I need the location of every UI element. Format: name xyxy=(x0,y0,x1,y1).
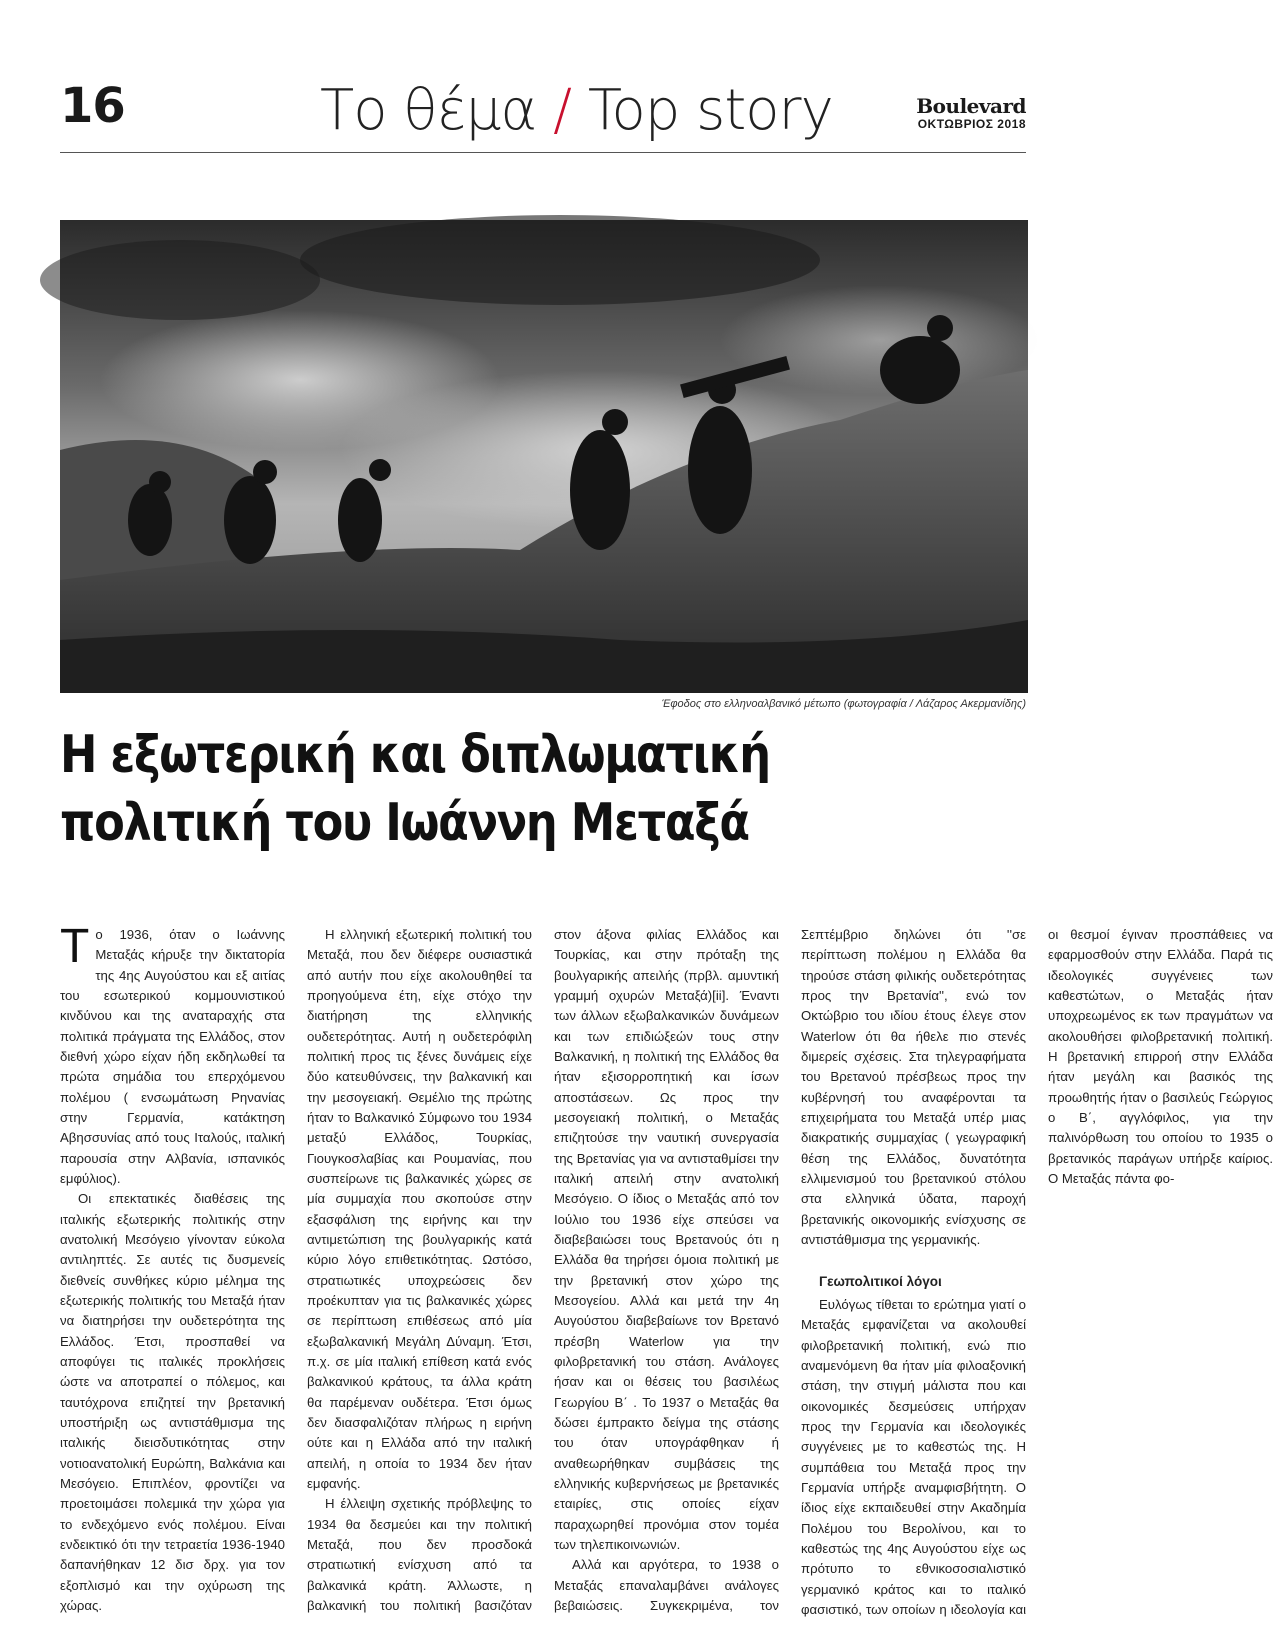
brand-name: Boulevard xyxy=(916,94,1026,118)
article-body xyxy=(60,920,1273,1625)
article-paragraph: Αλλά και αργότερα, το 1938 ο Μεταξάς επαναλαμβάνει ανάλογες βεβαιώσεις. Συγκεκριμένα, τον Σεπτέμβριο δηλώνει ότι ''σε περίπτωση πολέμου η Ελλάδα θα τηρούσε στάση φιλικής ουδετερότητας προς την Βρετανία'', ενώ τον Οκτώβριο του ιδίου έτους έλεγε στον Waterlow ότι θα ήθελε πιο στενές διμερείς σχέσεις. Στα τηλεγραφήματα του Βρετανού πρέσβεως προς την κυβέρνησή του αναφέρονται τα επιχειρήματα του Μεταξά υπέρ μιας διακρατικής συμμαχίας ( γεωγραφική θέση της Ελλάδος, δυνατότητα ελλιμενισμού του βρετανικού στόλου στα ελληνικά ύδατα, παροχή βρετανικής οικονομικής ενίσχυσης σε αντιστάθμισμα της γερμανικής. xyxy=(554,927,1026,1613)
article-subheading: Γεωπολιτικοί λόγοι xyxy=(819,1274,942,1290)
section-title xyxy=(320,78,833,143)
section-title-english: Top story xyxy=(587,78,833,143)
article-paragraph: Ευλόγως τίθεται το ερώτημα γιατί ο Μεταξάς εμφανίζεται να ακολουθεί φιλοβρετανική πολιτική, ενώ πιο αναμενόμενη θα ήταν μία φιλοαξονική στάση, την στιγμή μάλιστα που και οικονομικές δεσμεύσεις υπήρχαν προς την Γερμανία και ιδεολογικές συγγένειες με το καθεστώς της. Η συμπάθεια του Μεταξά προς την Γερμανία υπήρξε αναμφισβήτητη. Ο ίδιος είχε εκπαιδευθεί στην Ακαδημία Πολέμου του Βερολίνου, και το καθεστώς της 4ης Αυγούστου είχε ως πρότυπο το εθνικοσοσιαλιστικό γερμανικό κράτος και το ιταλικό φασιστικό, των οποίων η ιδεολογία και οι θεσμοί έγιναν προσπάθειες να εφαρμοσθούν στην Ελλάδα. Παρά τις ιδεολογικές συγγένειες των καθεστώτων, ο Μεταξάς ήταν υποχρεωμένος εκ των πραγμάτων να ακολουθήσει φιλοβρετανική πολιτική. Η βρετανική επιρροή στην Ελλάδα ήταν μεγάλη και βασικός της προωθητής ήταν ο βασιλεύς Γεώργιος ο Β΄, αγγλόφιλος, για την παλινόρθωση του οποίου το 1935 ο βρετανικός παράγων υπήρξε καίριος. Ο Μεταξάς πάντα φο- xyxy=(801,927,1273,1617)
section-title-greek: Το θέμα xyxy=(320,78,537,143)
article-paragraph: Οι επεκτατικές διαθέσεις της ιταλικής εξωτερικής πολιτικής στην ανατολική Μεσόγειο γίνονταν εύκολα αντιληπτές. Σε αυτές τις δυσμενείς διεθνείς συνθήκες κύριο μέλημα της εξωτερικής πολιτικής του Μεταξά ήταν να διατηρήσει την ουδετερότητα της Ελλάδος. Έτσι, προσπαθεί να αποφύγει τις ιταλικές προκλήσεις ώστε να αποτραπεί ο πόλεμος, και ταυτόχρονα επιζητεί την βρετανική υποστήριξη ως αντιστάθμισμα της ιταλικής διεισδυτικότητας στην νοτιοανατολική Ευρώπη, Βαλκάνια και Μεσόγειο. Επιπλέον, φροντίζει να προετοιμάσει πολεμικά την χώρα για το ενδεχόμενο ενός πολέμου. Είναι ενδεικτικό ότι την τετραετία 1936-1940 δαπανήθηκαν 12 δισ δρχ. για τον εξοπλισμό και την οχύρωση της χώρας. xyxy=(60,1191,285,1613)
section-separator: / xyxy=(553,78,572,143)
article-photo xyxy=(60,220,1028,693)
war-photograph-icon xyxy=(60,220,1028,693)
article-paragraph: Το 1936, όταν ο Ιωάννης Μεταξάς κήρυξε την δικτατορία της 4ης Αυγούστου και εξ αιτίας του εσωτερικού κομμουνιστικού κινδύνου και της αναταραχής στα πολιτικά πράγματα της Ελλάδος, στον διεθνή χώρο είχαν ήδη εκδηλωθεί τα πρώτα σημάδια του επερχόμενου πολέμου ( ενσωμάτωση Ρηνανίας στην Γερμανία, κατάκτηση Αβησσυνίας από τους Ιταλούς, ιταλική παρουσία στην Αλβανία, ισπανικός εμφύλιος). xyxy=(60,920,285,1186)
article-paragraph: Η έλλειψη σχετικής πρόβλεψης το 1934 θα δεσμεύει και την πολιτική Μεταξά, που δεν προσδοκά στρατιωτική ενίσχυση από τα βαλκανικά κράτη. Άλλωστε, η βαλκανική του πολιτική βασιζόταν στον άξονα φιλίας Ελλάδος και Τουρκίας, και στην πρόταξη της βουλγαρικής απειλής (πρβλ. αμυντική γραμμή οχυρών Μεταξά)[ii]. Έναντι των άλλων εξωβαλκανικών δυνάμεων και των επιδιώξεών τους στην Βαλκανική, η πολιτική της Ελλάδος θα ήταν εξισορροπητική και ίσων αποστάσεων. Ως προς την μεσογειακή πολιτική, ο Μεταξάς επιζητούσε την ναυτική συνεργασία της Βρετανίας για να αντισταθμίσει την ιταλική απειλή στην ανατολική Μεσόγειο. Ο ίδιος ο Μεταξάς από τον Ιούλιο του 1936 είχε σπεύσει να διαβεβαιώσει τους Βρετανούς ότι η Ελλάδα θα τηρήσει όμοια πολιτική με την βρετανική στον χώρο της Μεσογείου. Αλλά και μετά την 4η Αυγούστου διαβεβαίωνε τον Βρετανό πρέσβη Waterlow για την φιλοβρετανική του στάση. Ανάλογες ήσαν και οι θέσεις του βασιλέως Γεωργίου Β΄ . Το 1937 ο Μεταξάς θα δώσει έμπρακτο δείγμα της στάσης του όταν υπογράφθηκαν ή αναθεωρήθηκαν συμβάσεις της ελληνικής κυβερνήσεως με βρετανικές εταιρίες, στις οποίες είχαν παραχωρηθεί προνόμια στον τομέα των τηλεπικοινωνιών. xyxy=(307,927,779,1613)
article-paragraph: Η ελληνική εξωτερική πολιτική του Μεταξά, που δεν διέφερε ουσιαστικά από αυτήν που είχε ακολουθηθεί τα προηγούμενα έτη, είχε στόχο την διατήρηση της ελληνικής ουδετερότητας. Αυτή η ουδετερόφιλη πολιτική προς τις ξένες δυνάμεις είχε δύο κατευθύνσεις, την βαλκανική και την μεσογειακή. Θεμέλιο της πρώτης ήταν το Βαλκανικό Σύμφωνο του 1934 μεταξύ Ελλάδος, Τουρκίας, Γιουγκοσλαβίας και Ρουμανίας, που συσπείρωνε τις βαλκανικές χώρες σε μία συμμαχία που σκοπούσε στην εξασφάλιση της ειρήνης και την αντιμετώπιση της βουλγαρικής κατά κύριο λόγο επιθετικότητας. Ωστόσο, στρατιωτικές υποχρεώσεις δεν προέκυπταν για τις βαλκανικές χώρες σε περίπτωση επιθέσεως από μία εξωβαλκανική Μεγάλη Δύναμη. Έτσι, π.χ. σε μία ιταλική επίθεση κατά ενός βαλκανικού κράτους, τα άλλα κράτη θα παρέμεναν ουδέτερα. Έτσι όμως δεν διασφαλιζόταν πλήρως η ειρήνη ούτε και η Ελλάδα από την ιταλική απειλή, η οποία το 1934 δεν ήταν εμφανής. xyxy=(307,927,532,1491)
article-headline xyxy=(60,722,886,857)
headline-line-1: Η εξωτερική και διπλωματική xyxy=(60,725,770,785)
header-divider xyxy=(60,152,1026,153)
headline-line-2: πολιτική του Ιωάννη Μεταξά xyxy=(60,792,749,853)
publication-brand xyxy=(916,96,1026,130)
issue-date: ΟΚΤΩΒΡΙΟΣ 2018 xyxy=(917,117,1026,131)
page-number: 16 xyxy=(60,78,125,134)
photo-caption: Έφοδος στο ελληνοαλβανικό μέτωπο (φωτογραφία / Λάζαρος Ακερμανίδης) xyxy=(661,698,1026,710)
